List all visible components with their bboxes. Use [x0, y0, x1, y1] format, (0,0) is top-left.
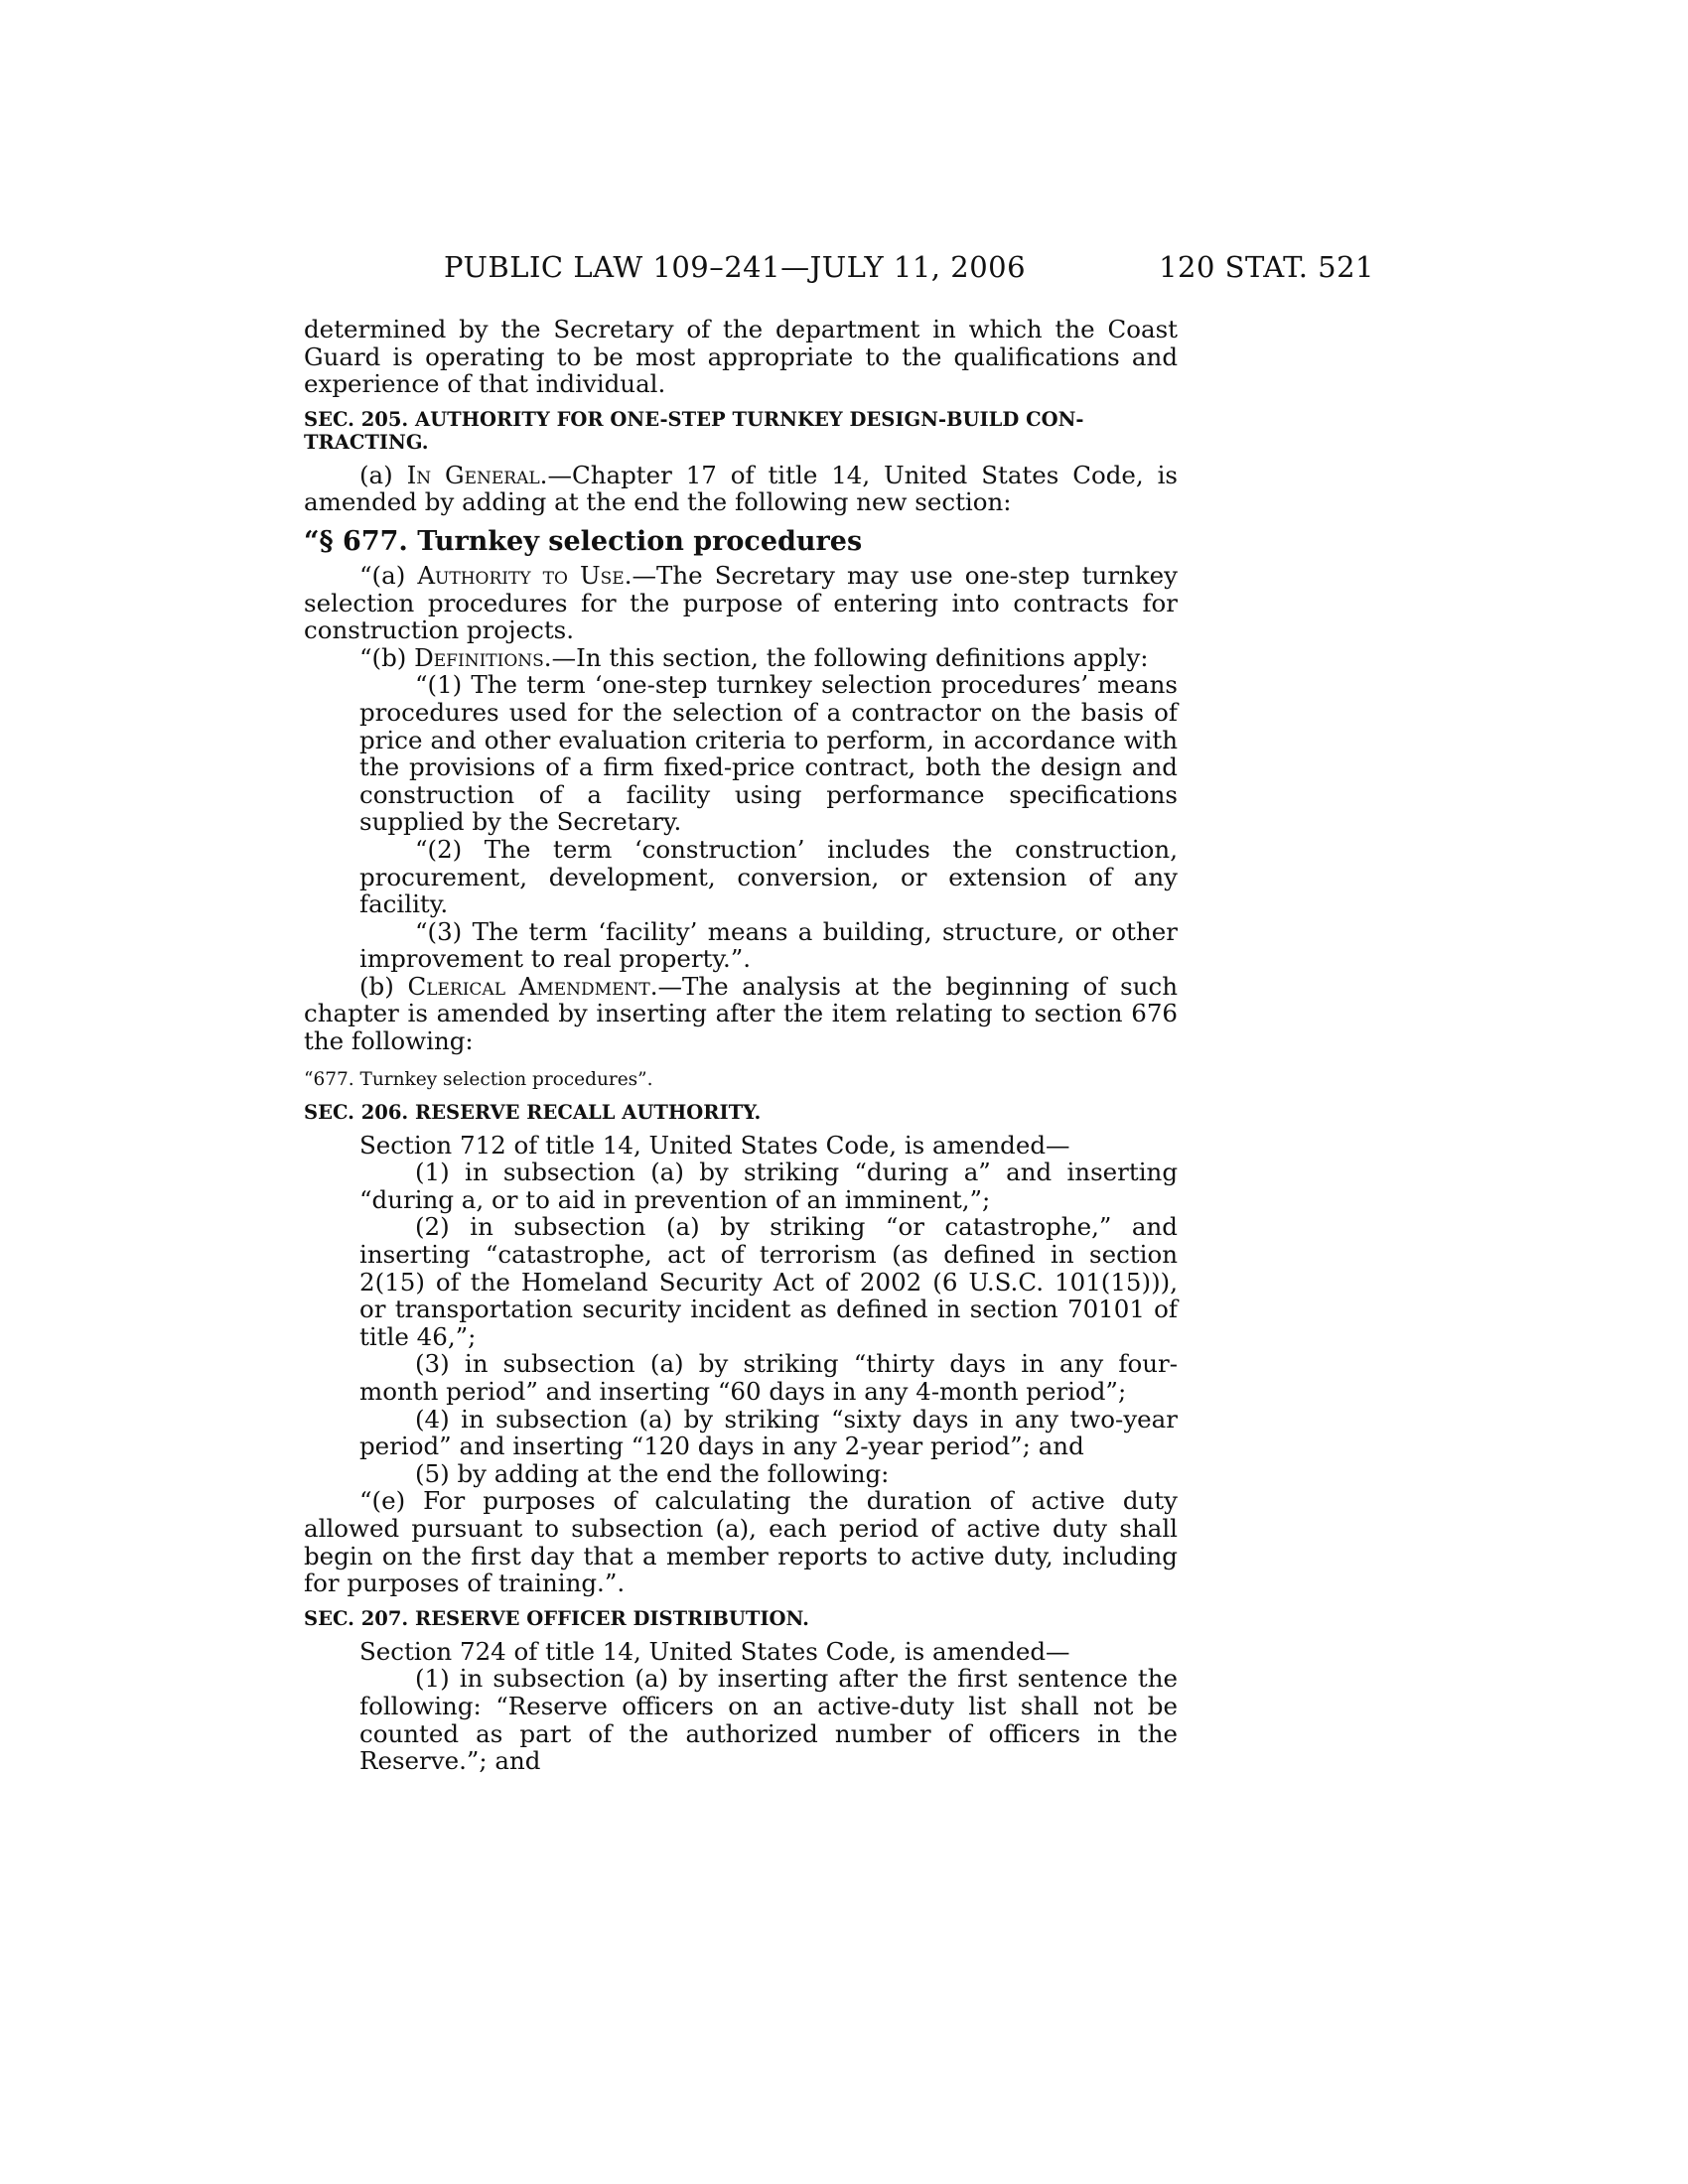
section-205-heading-line2: TRACTING.: [304, 430, 429, 454]
definition-2: “(2) The term ‘construction’ includes the construction, procurement, development, conversion, or extension of any facility.: [359, 834, 1178, 919]
sub-b-title: Definitions: [414, 642, 544, 672]
continuation-paragraph: determined by the Secretary of the department in which the Coast Guard is operating to be most appropriate to the qualifications and experience of that individual.: [304, 315, 1178, 399]
subsection-a-prefix: (a): [359, 460, 407, 489]
section-206-heading: SEC. 206. RESERVE RECALL AUTHORITY.: [304, 1100, 762, 1124]
section-206-item-2: (2) in subsection (a) by striking “or catastrophe,” and inserting “catastrophe, act of terrorism (as defined in section 2(15) of the Homeland Security Act of 2002 (6 U.S.C. 101(15))), or transportation security incident as defined in section 70101 of title 46,”;: [359, 1212, 1178, 1351]
sub-a-title: Authority to Use: [417, 560, 625, 590]
document-body: [304, 316, 1178, 1775]
section-206-item-5: (5) by adding at the end the following:: [415, 1458, 890, 1488]
section-205-heading-line1: SEC. 205. AUTHORITY FOR ONE-STEP TURNKEY DESIGN-BUILD CON-: [304, 407, 1084, 431]
sub-a-text: .—The Secretary may use one-step turnkey selection procedures for the purpose of entering into contracts for construction projects.: [304, 560, 1178, 645]
section-205-subsection-a: [304, 462, 1178, 516]
subsection-a-text: .—Chapter 17 of title 14, United States Code, is amended by adding at the end the following new section:: [304, 460, 1178, 517]
new-section-677-title: “§ 677. Turnkey selection procedures: [304, 525, 863, 557]
sub-b-text: .—In this section, the following definitions apply:: [543, 642, 1149, 672]
page-header-title: PUBLIC LAW 109–241—JULY 11, 2006: [443, 250, 1027, 284]
page-header-stat-number: 120 STAT. 521: [1159, 250, 1374, 284]
definition-3: “(3) The term ‘facility’ means a building, structure, or other improvement to real property.”.: [359, 916, 1178, 974]
sub-a-prefix: “(a): [359, 560, 418, 590]
section-206-item-3: (3) in subsection (a) by striking “thirty days in any four-month period” and inserting “60 days in any 4-month period”;: [359, 1349, 1178, 1406]
section-205-subsection-b: [304, 973, 1178, 1055]
section-207-intro: Section 724 of title 14, United States Code, is amended—: [359, 1636, 1070, 1666]
section-677-subsection-b: [304, 644, 1178, 672]
section-206-intro: Section 712 of title 14, United States Code, is amended—: [359, 1130, 1070, 1160]
table-of-sections-item: “677. Turnkey selection procedures”.: [304, 1068, 653, 1090]
section-206-item-1: (1) in subsection (a) by striking “during a” and inserting “during a, or to aid in prevention of an imminent,”;: [359, 1158, 1178, 1214]
section-206-item-4: (4) in subsection (a) by striking “sixty days in any two-year period” and inserting “120 days in any 2-year period”; and: [359, 1404, 1178, 1461]
section-207-item-1: (1) in subsection (a) by inserting after the first sentence the following: “Reserve officers on an active-duty list shall not be counted as part of the authorized number of officers in the Reserve.”; and: [359, 1664, 1178, 1776]
definition-1: “(1) The term ‘one-step turnkey selection procedures’ means procedures used for the selection of a contractor on the basis of price and other evaluation criteria to perform, in accordance with the provisions of a firm fixed-price contract, both the design and construction of a facility using performance specifications supplied by the Secretary.: [359, 670, 1178, 837]
subsection-b-title: Clerical Amendment: [407, 971, 650, 1001]
sub-b-prefix: “(b): [359, 642, 415, 672]
subsection-b-text: .—The analysis at the beginning of such chapter is amended by inserting after the item relating to section 676 the following:: [304, 971, 1178, 1056]
section-206-quoted-subsection-e: “(e) For purposes of calculating the duration of active duty allowed pursuant to subsection (a), each period of active duty shall begin on the first day that a member reports to active duty, including for purposes of training.”.: [304, 1486, 1178, 1598]
subsection-a-title: In General: [406, 460, 540, 489]
section-205-heading: [304, 408, 1178, 454]
subsection-b-prefix: (b): [359, 971, 408, 1001]
section-207-heading: SEC. 207. RESERVE OFFICER DISTRIBUTION.: [304, 1606, 809, 1630]
section-677-subsection-a: [304, 562, 1178, 644]
